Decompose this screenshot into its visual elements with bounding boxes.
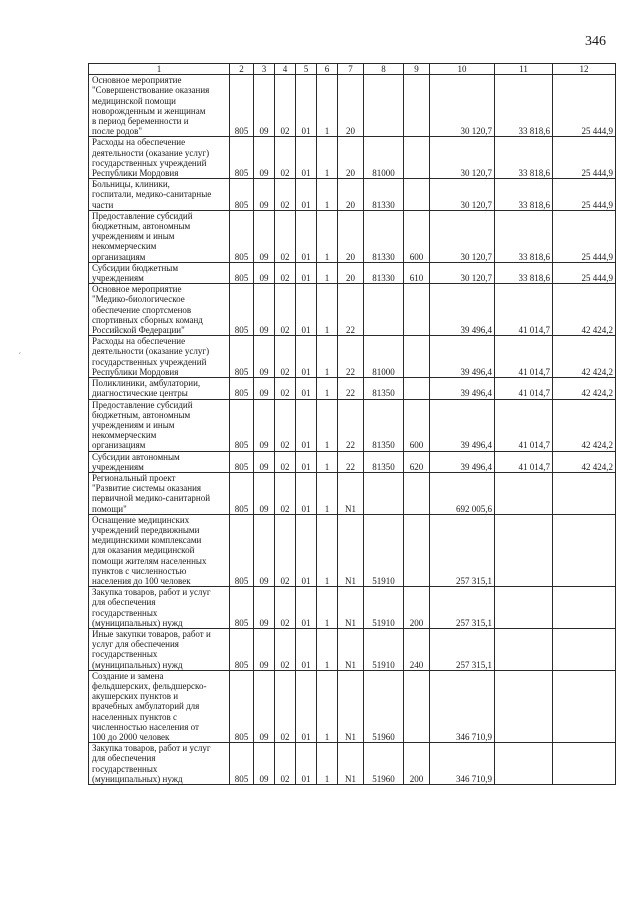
row-value-cell: 02 bbox=[275, 284, 296, 336]
row-value-cell: 805 bbox=[230, 284, 254, 336]
row-name-cell: Предоставление субсидий бюджетным, автономным учреждениям и иным некоммерческим организациям bbox=[89, 210, 230, 262]
row-value-cell: 02 bbox=[275, 587, 296, 629]
row-value-cell: 600 bbox=[404, 210, 430, 262]
row-value-cell: 805 bbox=[230, 628, 254, 670]
row-value-cell: 20 bbox=[338, 137, 364, 179]
row-value-cell: 805 bbox=[230, 670, 254, 742]
row-value-cell: 81000 bbox=[364, 137, 404, 179]
table-row bbox=[89, 472, 616, 514]
row-value-cell: 240 bbox=[404, 628, 430, 670]
row-value-cell: 39 496,4 bbox=[430, 336, 495, 378]
row-value-cell: 09 bbox=[254, 628, 275, 670]
row-value-cell: 22 bbox=[338, 451, 364, 472]
column-header-3: 3 bbox=[254, 64, 275, 75]
row-value-cell: 41 014,7 bbox=[495, 284, 553, 336]
table-row bbox=[89, 378, 616, 399]
row-value-cell bbox=[553, 743, 616, 785]
column-header-2: 2 bbox=[230, 64, 254, 75]
row-value-cell: 09 bbox=[254, 378, 275, 399]
row-value-cell bbox=[495, 670, 553, 742]
column-header-1: 1 bbox=[89, 64, 230, 75]
row-value-cell bbox=[364, 75, 404, 137]
row-value-cell bbox=[495, 587, 553, 629]
row-value-cell: 30 120,7 bbox=[430, 210, 495, 262]
row-value-cell: 02 bbox=[275, 75, 296, 137]
row-value-cell: 42 424,2 bbox=[553, 378, 616, 399]
row-value-cell: 1 bbox=[317, 628, 338, 670]
row-value-cell: 1 bbox=[317, 587, 338, 629]
row-value-cell: N1 bbox=[338, 743, 364, 785]
row-value-cell: 20 bbox=[338, 262, 364, 283]
row-value-cell: 257 315,1 bbox=[430, 587, 495, 629]
row-value-cell: 1 bbox=[317, 210, 338, 262]
column-header-6: 6 bbox=[317, 64, 338, 75]
row-name-cell: Субсидии бюджетным учреждениям bbox=[89, 262, 230, 283]
table-row bbox=[89, 399, 616, 451]
row-value-cell: 346 710,9 bbox=[430, 743, 495, 785]
row-value-cell: 692 005,6 bbox=[430, 472, 495, 514]
row-value-cell: 200 bbox=[404, 743, 430, 785]
row-value-cell: 22 bbox=[338, 378, 364, 399]
row-value-cell: 1 bbox=[317, 472, 338, 514]
row-value-cell: 01 bbox=[296, 628, 317, 670]
row-value-cell: 01 bbox=[296, 743, 317, 785]
row-value-cell bbox=[404, 137, 430, 179]
row-value-cell: 1 bbox=[317, 514, 338, 586]
row-value-cell bbox=[404, 378, 430, 399]
header-row bbox=[89, 64, 616, 75]
row-value-cell: 51960 bbox=[364, 670, 404, 742]
row-value-cell: 01 bbox=[296, 399, 317, 451]
row-value-cell: 02 bbox=[275, 210, 296, 262]
row-value-cell: 39 496,4 bbox=[430, 451, 495, 472]
row-value-cell: 600 bbox=[404, 399, 430, 451]
row-value-cell: 02 bbox=[275, 628, 296, 670]
row-value-cell: 30 120,7 bbox=[430, 179, 495, 211]
row-value-cell: 1 bbox=[317, 670, 338, 742]
row-value-cell: 41 014,7 bbox=[495, 336, 553, 378]
row-name-cell: Региональный проект "Развитие системы оказания первичной медико-санитарной помощи" bbox=[89, 472, 230, 514]
row-value-cell: 22 bbox=[338, 399, 364, 451]
row-value-cell: 33 818,6 bbox=[495, 179, 553, 211]
row-value-cell: 1 bbox=[317, 451, 338, 472]
row-value-cell: 09 bbox=[254, 399, 275, 451]
column-header-4: 4 bbox=[275, 64, 296, 75]
row-value-cell: 25 444,9 bbox=[553, 262, 616, 283]
row-value-cell: 805 bbox=[230, 210, 254, 262]
row-name-cell: Расходы на обеспечение деятельности (оказание услуг) государственных учреждений Республики Мордовия bbox=[89, 336, 230, 378]
row-value-cell: 25 444,9 bbox=[553, 137, 616, 179]
row-value-cell: 20 bbox=[338, 210, 364, 262]
row-value-cell: 01 bbox=[296, 587, 317, 629]
row-value-cell bbox=[364, 284, 404, 336]
column-header-9: 9 bbox=[404, 64, 430, 75]
table-row bbox=[89, 514, 616, 586]
row-value-cell: 805 bbox=[230, 137, 254, 179]
row-value-cell: 01 bbox=[296, 75, 317, 137]
row-value-cell: 02 bbox=[275, 378, 296, 399]
row-value-cell bbox=[553, 628, 616, 670]
row-value-cell: 02 bbox=[275, 137, 296, 179]
table-row bbox=[89, 628, 616, 670]
row-value-cell: 25 444,9 bbox=[553, 179, 616, 211]
row-value-cell: 02 bbox=[275, 336, 296, 378]
row-value-cell: 41 014,7 bbox=[495, 451, 553, 472]
row-value-cell: 1 bbox=[317, 336, 338, 378]
row-value-cell bbox=[404, 75, 430, 137]
column-header-8: 8 bbox=[364, 64, 404, 75]
row-name-cell: Основное мероприятие "Медико-биологическое обеспечение спортсменов спортивных сборных команд Российской Федерации" bbox=[89, 284, 230, 336]
row-value-cell: 09 bbox=[254, 210, 275, 262]
page-number: 346 bbox=[585, 34, 606, 49]
column-header-10: 10 bbox=[430, 64, 495, 75]
row-value-cell: 51960 bbox=[364, 743, 404, 785]
table-row bbox=[89, 262, 616, 283]
row-value-cell: 51910 bbox=[364, 628, 404, 670]
row-value-cell bbox=[495, 743, 553, 785]
row-value-cell: 30 120,7 bbox=[430, 262, 495, 283]
row-value-cell: 41 014,7 bbox=[495, 378, 553, 399]
row-value-cell: 22 bbox=[338, 336, 364, 378]
row-value-cell: 805 bbox=[230, 451, 254, 472]
table-row bbox=[89, 75, 616, 137]
row-value-cell: 1 bbox=[317, 378, 338, 399]
row-value-cell: 346 710,9 bbox=[430, 670, 495, 742]
row-value-cell: 09 bbox=[254, 179, 275, 211]
row-value-cell: 09 bbox=[254, 743, 275, 785]
row-value-cell: 42 424,2 bbox=[553, 399, 616, 451]
row-name-cell: Больницы, клиники, госпитали, медико-санитарные части bbox=[89, 179, 230, 211]
row-name-cell: Закупка товаров, работ и услуг для обеспечения государственных (муниципальных) нужд bbox=[89, 743, 230, 785]
row-value-cell: 805 bbox=[230, 378, 254, 399]
row-name-cell: Предоставление субсидий бюджетным, автономным учреждениям и иным некоммерческим организациям bbox=[89, 399, 230, 451]
row-value-cell: 02 bbox=[275, 514, 296, 586]
row-value-cell: 01 bbox=[296, 262, 317, 283]
row-value-cell: 30 120,7 bbox=[430, 137, 495, 179]
row-value-cell: 09 bbox=[254, 451, 275, 472]
row-value-cell: 81330 bbox=[364, 262, 404, 283]
column-header-7: 7 bbox=[338, 64, 364, 75]
row-value-cell: 1 bbox=[317, 137, 338, 179]
row-value-cell: 81330 bbox=[364, 179, 404, 211]
row-value-cell: 01 bbox=[296, 179, 317, 211]
row-value-cell: N1 bbox=[338, 587, 364, 629]
row-value-cell: 805 bbox=[230, 179, 254, 211]
row-value-cell: 20 bbox=[338, 179, 364, 211]
row-value-cell: 02 bbox=[275, 451, 296, 472]
table-row bbox=[89, 137, 616, 179]
row-value-cell: 805 bbox=[230, 472, 254, 514]
row-value-cell: 805 bbox=[230, 75, 254, 137]
table-row bbox=[89, 670, 616, 742]
table-row bbox=[89, 284, 616, 336]
row-value-cell: 1 bbox=[317, 262, 338, 283]
row-value-cell: 02 bbox=[275, 743, 296, 785]
row-value-cell: 81350 bbox=[364, 378, 404, 399]
row-value-cell: 33 818,6 bbox=[495, 75, 553, 137]
row-value-cell bbox=[495, 472, 553, 514]
row-value-cell: 09 bbox=[254, 514, 275, 586]
column-header-12: 12 bbox=[553, 64, 616, 75]
row-name-cell: Расходы на обеспечение деятельности (оказание услуг) государственных учреждений Республики Мордовия bbox=[89, 137, 230, 179]
row-value-cell: 25 444,9 bbox=[553, 210, 616, 262]
row-value-cell: 09 bbox=[254, 137, 275, 179]
row-value-cell: 41 014,7 bbox=[495, 399, 553, 451]
row-value-cell: 02 bbox=[275, 399, 296, 451]
row-value-cell: N1 bbox=[338, 628, 364, 670]
row-value-cell: 257 315,1 bbox=[430, 628, 495, 670]
row-value-cell bbox=[495, 514, 553, 586]
row-value-cell: 09 bbox=[254, 284, 275, 336]
row-value-cell bbox=[404, 336, 430, 378]
row-value-cell bbox=[364, 472, 404, 514]
row-value-cell: 01 bbox=[296, 137, 317, 179]
row-value-cell: 81350 bbox=[364, 451, 404, 472]
row-value-cell bbox=[404, 472, 430, 514]
row-value-cell: 01 bbox=[296, 336, 317, 378]
row-value-cell: 81000 bbox=[364, 336, 404, 378]
row-value-cell bbox=[495, 628, 553, 670]
row-name-cell: Оснащение медицинских учреждений передвижными медицинскими комплексами для оказания медицинской помощи жителям населенных пунктов с численностью населения до 100 человек bbox=[89, 514, 230, 586]
row-value-cell: 22 bbox=[338, 284, 364, 336]
row-value-cell: 09 bbox=[254, 75, 275, 137]
row-value-cell: 25 444,9 bbox=[553, 75, 616, 137]
row-value-cell bbox=[553, 587, 616, 629]
row-value-cell: 39 496,4 bbox=[430, 399, 495, 451]
row-name-cell: Поликлиники, амбулатории, диагностические центры bbox=[89, 378, 230, 399]
row-value-cell: 09 bbox=[254, 262, 275, 283]
row-value-cell: 805 bbox=[230, 399, 254, 451]
table-row bbox=[89, 451, 616, 472]
row-value-cell: 02 bbox=[275, 262, 296, 283]
row-value-cell: 01 bbox=[296, 210, 317, 262]
row-value-cell: 51910 bbox=[364, 514, 404, 586]
row-value-cell bbox=[404, 514, 430, 586]
row-value-cell bbox=[553, 670, 616, 742]
row-value-cell: 33 818,6 bbox=[495, 137, 553, 179]
row-value-cell: 02 bbox=[275, 179, 296, 211]
row-value-cell: 42 424,2 bbox=[553, 284, 616, 336]
row-value-cell: 09 bbox=[254, 587, 275, 629]
row-name-cell: Основное мероприятие "Совершенствование оказания медицинской помощи новорожденным и женщинам в период беременности и после родов" bbox=[89, 75, 230, 137]
row-value-cell bbox=[404, 179, 430, 211]
row-value-cell bbox=[404, 284, 430, 336]
table-row bbox=[89, 587, 616, 629]
row-value-cell: N1 bbox=[338, 670, 364, 742]
table-row bbox=[89, 743, 616, 785]
table-row bbox=[89, 210, 616, 262]
row-value-cell: 09 bbox=[254, 670, 275, 742]
row-value-cell bbox=[404, 670, 430, 742]
row-value-cell: N1 bbox=[338, 514, 364, 586]
row-value-cell: 620 bbox=[404, 451, 430, 472]
scan-mark: ´ bbox=[18, 352, 22, 363]
row-value-cell: 1 bbox=[317, 399, 338, 451]
row-value-cell: 01 bbox=[296, 284, 317, 336]
row-value-cell: 01 bbox=[296, 472, 317, 514]
row-value-cell: 1 bbox=[317, 75, 338, 137]
row-value-cell: 805 bbox=[230, 587, 254, 629]
table-body bbox=[89, 75, 616, 785]
row-value-cell: 1 bbox=[317, 179, 338, 211]
row-name-cell: Создание и замена фельдшерских, фельдшерско- акушерских пунктов и врачебных амбулаторий для населенных пунктов с численностью населения от 100 до 2000 человек bbox=[89, 670, 230, 742]
row-value-cell: 33 818,6 bbox=[495, 262, 553, 283]
row-value-cell: 200 bbox=[404, 587, 430, 629]
row-value-cell: 610 bbox=[404, 262, 430, 283]
budget-table bbox=[88, 63, 616, 785]
row-value-cell: 01 bbox=[296, 514, 317, 586]
row-value-cell: 42 424,2 bbox=[553, 451, 616, 472]
row-name-cell: Закупка товаров, работ и услуг для обеспечения государственных (муниципальных) нужд bbox=[89, 587, 230, 629]
row-value-cell: 81350 bbox=[364, 399, 404, 451]
row-name-cell: Иные закупки товаров, работ и услуг для обеспечения государственных (муниципальных) нужд bbox=[89, 628, 230, 670]
row-value-cell: 20 bbox=[338, 75, 364, 137]
row-value-cell: 42 424,2 bbox=[553, 336, 616, 378]
column-header-5: 5 bbox=[296, 64, 317, 75]
row-value-cell: 257 315,1 bbox=[430, 514, 495, 586]
row-value-cell: 1 bbox=[317, 743, 338, 785]
row-value-cell: 805 bbox=[230, 262, 254, 283]
row-value-cell: 1 bbox=[317, 284, 338, 336]
row-value-cell: 09 bbox=[254, 336, 275, 378]
row-value-cell: 01 bbox=[296, 670, 317, 742]
row-value-cell: 02 bbox=[275, 670, 296, 742]
row-value-cell: 01 bbox=[296, 451, 317, 472]
row-value-cell: 81330 bbox=[364, 210, 404, 262]
row-value-cell: 30 120,7 bbox=[430, 75, 495, 137]
table-row bbox=[89, 179, 616, 211]
row-value-cell: 09 bbox=[254, 472, 275, 514]
row-value-cell: 01 bbox=[296, 378, 317, 399]
row-name-cell: Субсидии автономным учреждениям bbox=[89, 451, 230, 472]
row-value-cell: 39 496,4 bbox=[430, 284, 495, 336]
row-value-cell: N1 bbox=[338, 472, 364, 514]
column-header-11: 11 bbox=[495, 64, 553, 75]
row-value-cell: 805 bbox=[230, 336, 254, 378]
row-value-cell: 02 bbox=[275, 472, 296, 514]
row-value-cell bbox=[553, 472, 616, 514]
row-value-cell: 805 bbox=[230, 514, 254, 586]
table-row bbox=[89, 336, 616, 378]
row-value-cell: 39 496,4 bbox=[430, 378, 495, 399]
row-value-cell: 33 818,6 bbox=[495, 210, 553, 262]
row-value-cell: 805 bbox=[230, 743, 254, 785]
row-value-cell bbox=[553, 514, 616, 586]
row-value-cell: 51910 bbox=[364, 587, 404, 629]
